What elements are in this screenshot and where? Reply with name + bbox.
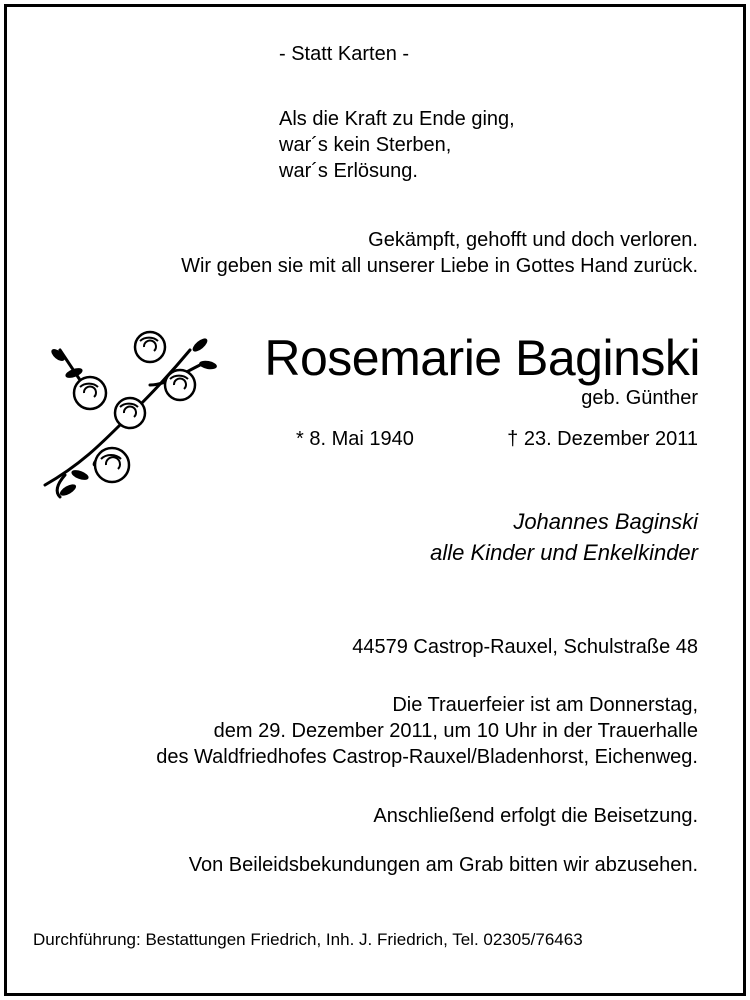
address: 44579 Castrop-Rauxel, Schulstraße 48 [352,636,698,658]
poem-line-2: war´s kein Sterben, [279,134,452,156]
poem-line-3: war´s Erlösung. [279,160,418,182]
poem-line-1: Als die Kraft zu Ende ging, [279,108,515,130]
footer-undertaker: Durchführung: Bestattungen Friedrich, Inh. J. Friedrich, Tel. 02305/76463 [33,930,583,949]
ceremony-line-1: Die Trauerfeier ist am Donnerstag, [392,694,698,716]
quote-line-1: Gekämpft, gehofft und doch verloren. [368,229,698,251]
burial-note: Anschließend erfolgt die Beisetzung. [373,805,698,827]
birth-date: * 8. Mai 1940 [296,428,414,450]
death-date: † 23. Dezember 2011 [507,428,698,450]
maiden-name: geb. Günther [581,387,698,409]
quote-line-2: Wir geben sie mit all unserer Liebe in Gottes Hand zurück. [181,255,698,277]
rose-branch-icon [40,325,220,505]
mourner-line-2: alle Kinder und Enkelkinder [430,540,698,565]
condolence-note: Von Beileidsbekundungen am Grab bitten wir abzusehen. [188,854,698,876]
ceremony-line-3: des Waldfriedhofes Castrop-Rauxel/Bladenhorst, Eichenweg. [156,746,698,768]
statt-karten: - Statt Karten - [279,43,410,65]
deceased-name: Rosemarie Baginski [264,330,700,386]
mourner-line-1: Johannes Baginski [513,509,698,534]
ceremony-line-2: dem 29. Dezember 2011, um 10 Uhr in der Trauerhalle [213,720,698,742]
